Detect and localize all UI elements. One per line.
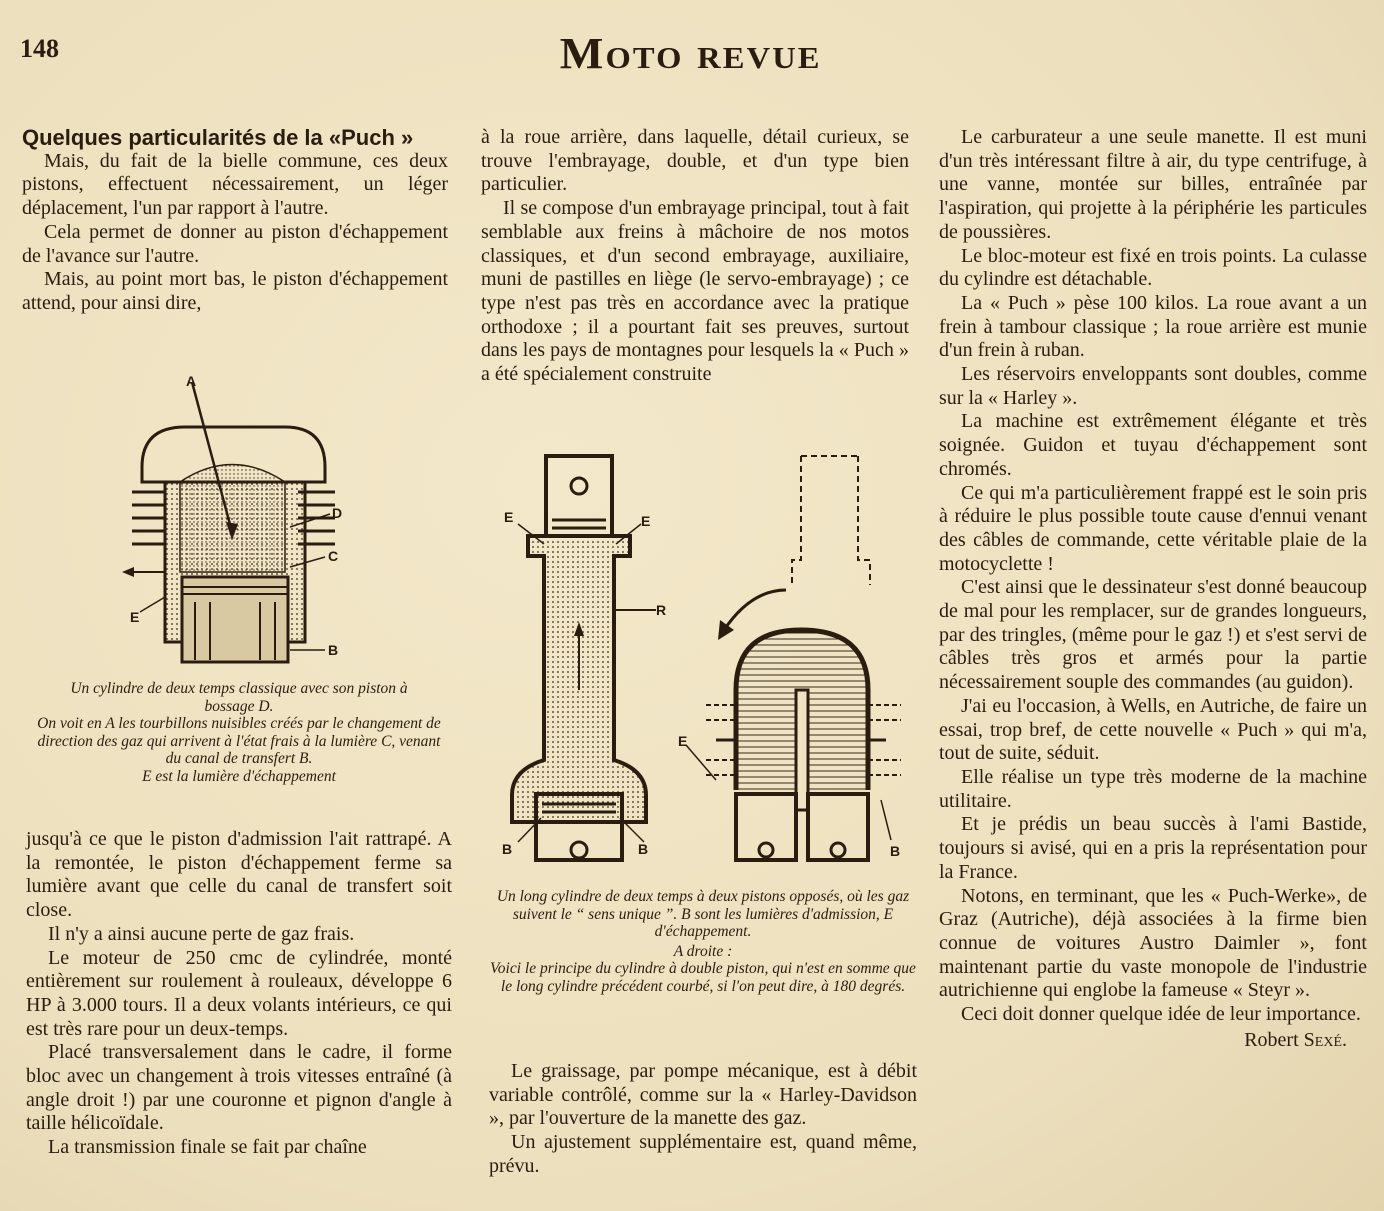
paragraph: Le bloc-moteur est fixé en trois points. La culasse du cylindre est détachable. (939, 244, 1367, 291)
paragraph: La transmission finale se fait par chaîne (48, 1136, 367, 1159)
fig1-label-a: A (186, 373, 197, 389)
paragraph: Mais, du fait de la bielle commune, ces deux pistons, effectuent nécessairement, un léger déplacement, l'un par rapport à l'autre. (22, 149, 448, 220)
figure-double-piston-cylinders (496, 450, 916, 870)
fig1-label-d: D (332, 505, 343, 521)
caption-line: Voici le principe du cylindre à double piston, qui n'est en somme que le long cylindre précédent courbé, si l'on peut dire, à 180 degrés. (490, 960, 916, 995)
fig2-label-e-right: E (641, 513, 651, 529)
fig2-label-r: R (656, 602, 667, 618)
author-last-name: Sexé. (1303, 1028, 1347, 1051)
caption-line: On voit en A les tourbillons nuisibles créés par le changement de direction des gaz qui arrivent à l'état frais à la lumière C, venant du canal de transfert B. (37, 715, 441, 767)
column-2-top (481, 126, 909, 387)
paragraph: Notons, en terminant, que les « Puch-Werke», de Graz (Autriche), déjà associées à la firme bien connue de voitures Austro Daimler », font maintenant partie du vaste monopole de l'industrie autrichienne qui englobe la fameuse « Steyr ». (939, 884, 1367, 1002)
paragraph: La machine est extrêmement élégante et très soignée. Guidon et tuyau d'échappement sont chromés. (939, 410, 1367, 480)
figure-2-caption (488, 888, 918, 995)
column-1-bottom (26, 828, 452, 1160)
fig2-label-b-right: B (890, 843, 901, 859)
paragraph: Le moteur de 250 cmc de cylindrée, monté entièrement sur roulement à rouleaux, développe 6 HP à 3.000 tours. Il a deux volants intérieurs, ce qui est très rare pour un deux-temps. (26, 946, 452, 1040)
article-heading: Quelques particularités de la «Puch » (22, 125, 414, 150)
fig1-label-c: C (328, 548, 339, 564)
column-1-top (22, 126, 448, 316)
masthead-logo: Moto revue (559, 29, 822, 78)
paragraph: Un ajustement supplémentaire est, quand même, prévu. (489, 1131, 917, 1177)
paragraph: Ceci doit donner quelque idée de leur importance. (961, 1003, 1361, 1026)
column-3 (939, 126, 1367, 1052)
author-first-name: Robert (1244, 1028, 1299, 1051)
column-2-bottom (489, 1060, 917, 1179)
paragraph: La « Puch » pèse 100 kilos. La roue avant a un frein à tambour classique ; la roue arrière est munie d'un frein à ruban. (939, 291, 1367, 362)
paragraph: Le carburateur a une seule manette. Il est muni d'un très intéressant filtre à air, du type centrifuge, à une vanne, montée sur billes, entraînée par l'aspiration, qui projette à la périphérie les particules de poussières. (939, 126, 1367, 243)
fig1-label-e: E (130, 609, 140, 625)
fig2-label-b-left: B (502, 841, 513, 857)
paragraph: J'ai eu l'occasion, à Wells, en Autriche, de faire un essai, trop bref, de cette nouvelle « Puch » qui m'a, tout de suite, séduit. (939, 694, 1367, 765)
paragraph: Il se compose d'un embrayage principal, tout à fait semblable aux freins à mâchoire de nos motos classiques, et d'un second embrayage, auxiliaire, muni de pastilles en liège (le servo-embrayage) ; ce type n'est pas très en accordance avec la pratique orthodoxe ; il a pourtant fait ses preuves, surtout dans les pays de montagnes pour lesquels la « Puch » a été spécialement construite (481, 197, 909, 386)
paragraph: Cela permet de donner au piston d'échappement de l'avance sur l'autre. (22, 220, 448, 267)
caption-line: E est la lumière d'échappement (142, 767, 336, 785)
figure-1-caption (24, 680, 454, 785)
caption-line: A droite : (673, 942, 733, 960)
paragraph: jusqu'à ce que le piston d'admission l'ait rattrapé. A la remontée, le piston d'échappement ferme sa lumière avant que celle du canal de transfert soit close. (26, 828, 452, 922)
paragraph: Et je prédis un beau succès à l'ami Bastide, toujours si avisé, qui en a pris la représentation pour la France. (939, 813, 1367, 883)
paragraph: à la roue arrière, dans laquelle, détail curieux, se trouve l'embrayage, double, et d'un type bien particulier. (481, 126, 909, 196)
paragraph: Il n'y a ainsi aucune perte de gaz frais. (48, 922, 355, 945)
caption-line: Un long cylindre de deux temps à deux pistons opposés, où les gaz suivent le “ sens unique ”. B sont les lumières d'admission, E d'échappement. (496, 888, 910, 940)
paragraph: Ce qui m'a particulièrement frappé est le soin pris à réduire le plus possible toute cause d'ennui venant des câbles de commande, cette véritable plaie de la motocyclette ! (939, 481, 1367, 575)
figure-classic-cylinder (120, 372, 360, 672)
paragraph: Mais, au point mort bas, le piston d'échappement attend, pour ainsi dire, (22, 268, 448, 314)
fig2-label-e-folded: E (678, 733, 688, 749)
fig1-label-b: B (328, 642, 339, 658)
fig2-label-b-mid: B (638, 841, 649, 857)
caption-line: Un cylindre de deux temps classique avec son piston à bossage D. (70, 680, 408, 715)
paragraph: Elle réalise un type très moderne de la machine utilitaire. (939, 765, 1367, 812)
paragraph: Placé transversalement dans le cadre, il forme bloc avec un changement à trois vitesses entraîné (à angle droit !) par une couronne et pignon d'angle à taille hélicoïdale. (26, 1041, 452, 1135)
paragraph: Les réservoirs enveloppants sont doubles, comme sur la « Harley ». (939, 363, 1367, 409)
fig2-label-e-left: E (504, 509, 514, 525)
author-signature (939, 1029, 1367, 1053)
paragraph: C'est ainsi que le dessinateur s'est donné beaucoup de mal pour les remplacer, sur de grandes longueurs, par des tringles, (même pour le gaz !) et s'est servi de câbles très gros et armés pour la partie nécessairement souple des commandes (au guidon). (939, 576, 1367, 694)
page-number: 148 (20, 34, 59, 63)
paragraph: Le graissage, par pompe mécanique, est à débit variable contrôlé, comme sur la « Harley-Davidson », par l'ouverture de la manette des gaz. (489, 1060, 917, 1130)
